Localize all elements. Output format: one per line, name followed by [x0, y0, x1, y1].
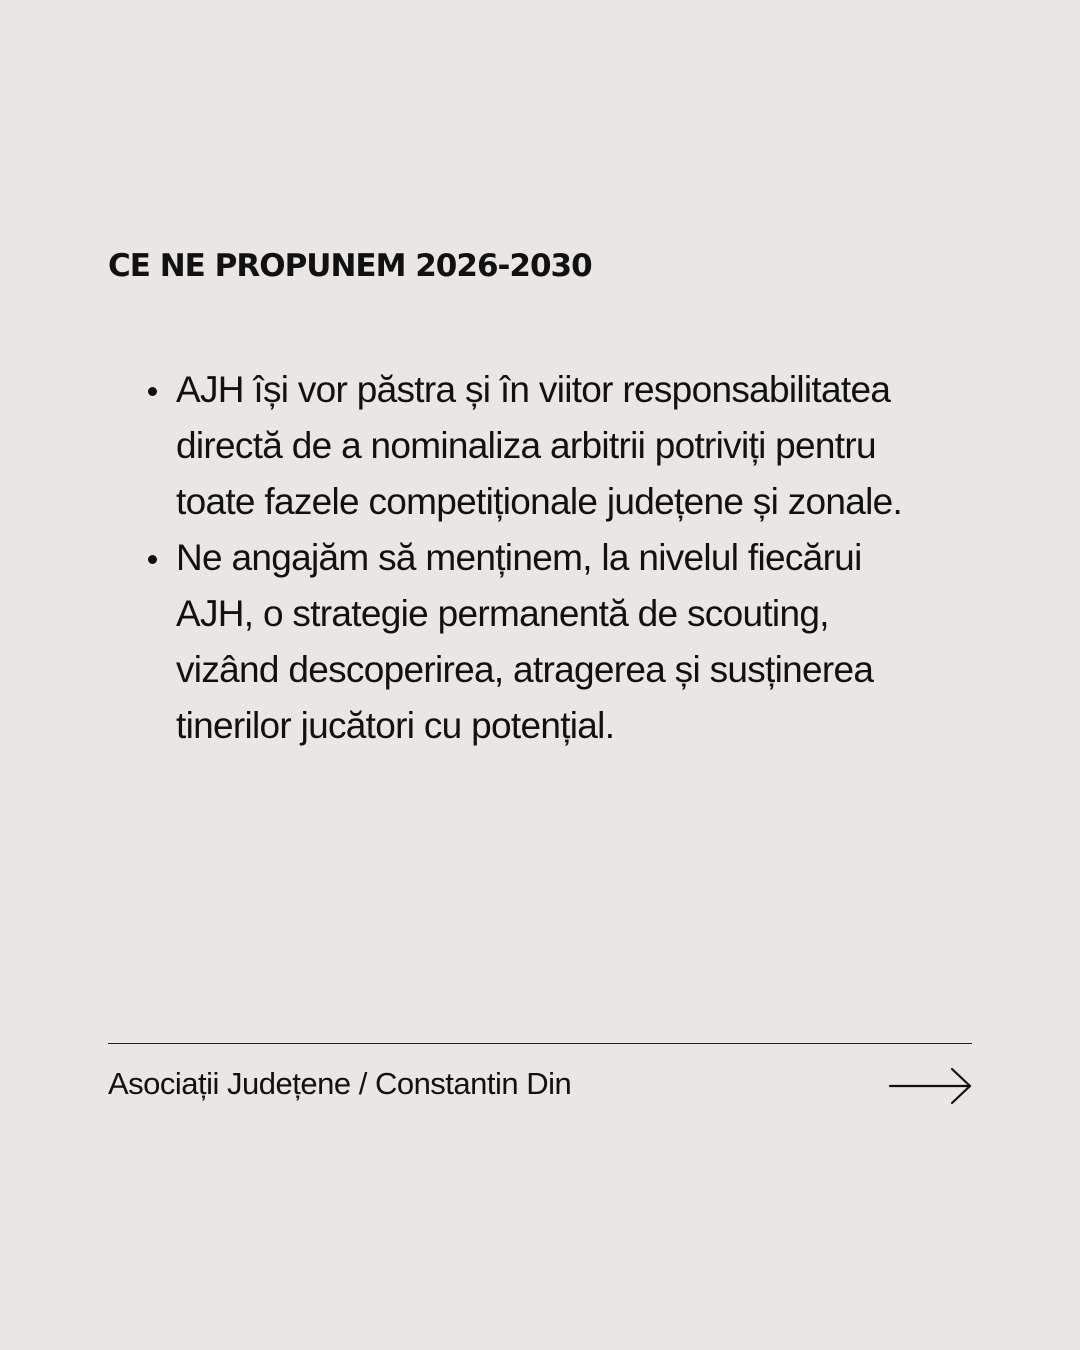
list-item-line: tinerilor jucători cu potențial.: [176, 705, 615, 746]
bullet-icon: [148, 555, 157, 564]
bullet-icon: [148, 387, 157, 396]
section-heading: CE NE PROPUNEM 2026-2030: [108, 248, 592, 284]
list-item-line: AJH își vor păstra și în viitor responsabilitatea: [176, 369, 891, 410]
list-item-line: vizând descoperirea, atragerea și susținerea: [176, 649, 874, 690]
list-item-line: directă de a nominaliza arbitrii potriviți pentru: [176, 425, 876, 466]
list-item: [144, 530, 994, 754]
proposal-list: [144, 362, 994, 754]
footer-divider: [108, 1043, 972, 1044]
list-item-line: toate fazele competiționale județene și zonale.: [176, 481, 903, 522]
footer-attribution: Asociații Județene / Constantin Din: [108, 1066, 572, 1101]
list-item-line: AJH, o strategie permanentă de scouting,: [176, 593, 829, 634]
arrow-right-icon[interactable]: [888, 1066, 974, 1106]
list-item-line: Ne angajăm să menținem, la nivelul fiecărui: [176, 537, 862, 578]
list-item: [144, 362, 994, 530]
